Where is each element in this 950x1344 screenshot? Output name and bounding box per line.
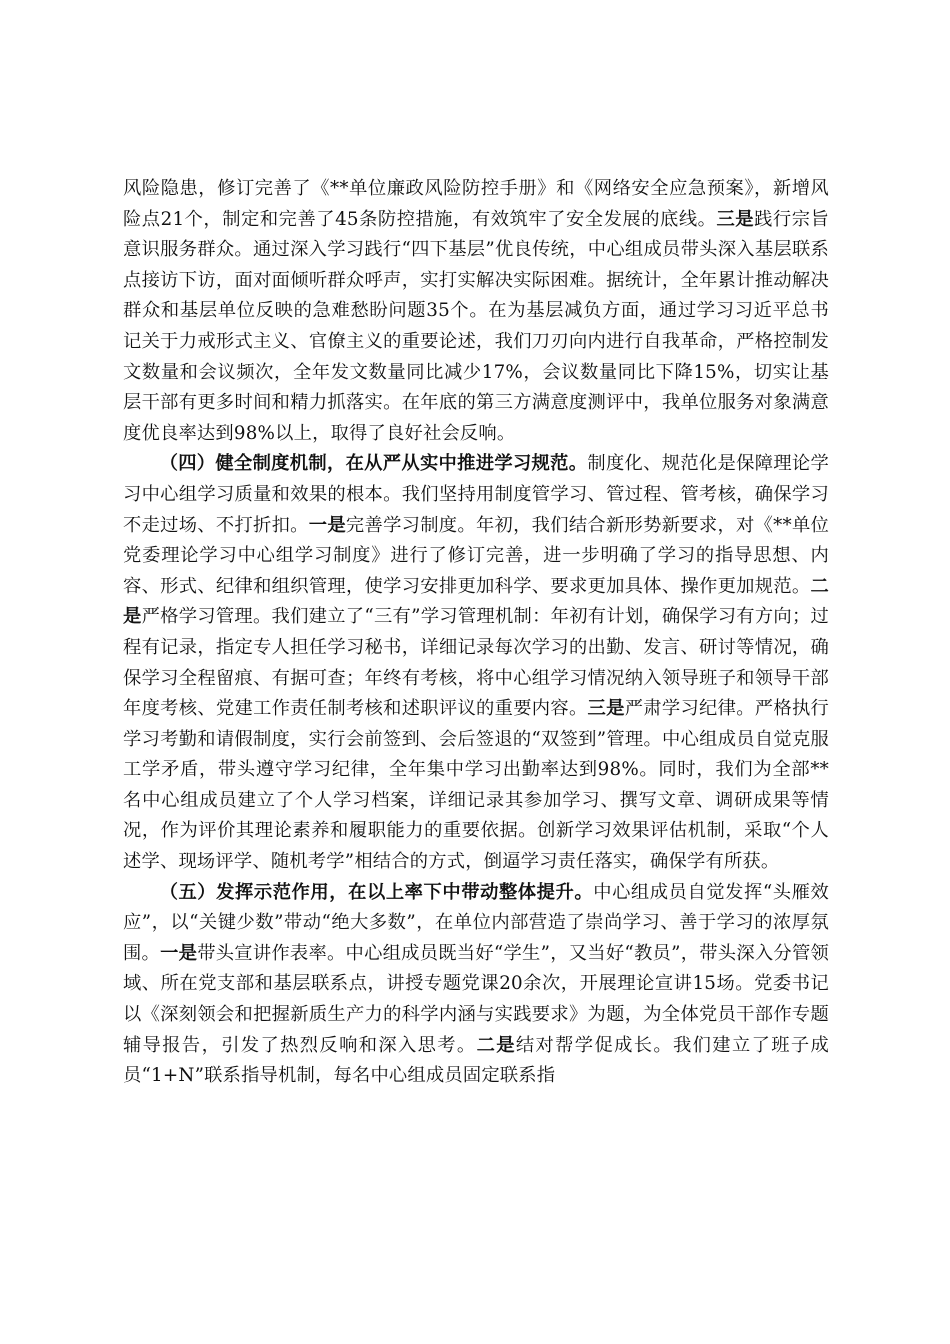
text-run: 带头宣讲作表率。中心组成员既当好“学生”，又当好“教员”，带头深入分管领域、所在党支部和基层联系点，讲授专题党课20余次，开展理论宣讲15场。党委书记以《深刻领会和把握新质生产力的科学内涵与实践要求》为题，为全体党员干部作专题辅导报告，引发了热烈反响和深入思考。 — [123, 942, 829, 1056]
text-run: 风险隐患，修订完善了《**单位廉政风险防控手册》和《网络安全应急预案》，新增风险点21个，制定和完善了45条防控措施，有效筑牢了安全发展的底线。 — [123, 178, 829, 230]
text-run: 完善学习制度。年初，我们结合新形势新要求，对《**单位党委理论学习中心组学习制度》进行了修订完善，进一步明确了学习的指导思想、内容、形式、纪律和组织管理，使学习安排更加科学、要求更加具体、操作更加规范。 — [123, 514, 829, 597]
paragraph-risk-and-service — [123, 174, 829, 449]
bold-marker-yi-shi: 一是 — [160, 942, 198, 964]
section-heading-four: （四）健全制度机制，在从严从实中推进学习规范。 — [159, 453, 588, 475]
text-run: 结对帮学促成长。我们建立了班子成员“1+N”联系指导机制，每名中心组成员固定联系指 — [123, 1034, 829, 1087]
paragraph-section-five — [123, 878, 829, 1092]
text-run: 中心组成员自觉发挥“头雁效应”，以“关键少数”带动“绝大多数”，在单位内部营造了崇尚学习、善于学习的浓厚氛围。 — [123, 881, 829, 964]
paragraph-section-four — [123, 449, 829, 877]
bold-marker-san-shi: 三是 — [587, 698, 625, 720]
bold-marker-san-shi: 三是 — [716, 208, 755, 230]
text-run: 制度化、规范化是保障理论学习中心组学习质量和效果的根本。我们坚持用制度管学习、管过程、管考核，确保学习不走过场、不打折扣。 — [123, 453, 829, 536]
bold-marker-er-shi: 二是 — [123, 575, 829, 628]
text-run: 严肃学习纪律。严格执行学习考勤和请假制度，实行会前签到、会后签退的“双签到”管理。中心组成员自觉克服工学矛盾，带头遵守学习纪律，全年集中学习出勤率达到98%。同时，我们为全部**名中心组成员建立了个人学习档案，详细记录其参加学习、撰写文章、调研成果等情况，作为评价其理论素养和履职能力的重要依据。创新学习效果评估机制，采取“个人述学、现场评学、随机考学”相结合的方式，倒逼学习责任落实，确保学有所获。 — [123, 698, 830, 873]
bold-marker-yi-shi: 一是 — [308, 514, 346, 536]
text-run: 践行宗旨意识服务群众。通过深入学习践行“四下基层”优良传统，中心组成员带头深入基层联系点接访下访，面对面倾听群众呼声，实打实解决实际困难。据统计，全年累计推动解决群众和基层单位反映的急难愁盼问题35个。在为基层减负方面，通过学习习近平总书记关于力戒形式主义、官僚主义的重要论述，我们刀刃向内进行自我革命，严格控制发文数量和会议频次，全年发文数量同比减少17%，会议数量同比下降15%，切实让基层干部有更多时间和精力抓落实。在年底的第三方满意度测评中，我单位服务对象满意度优良率达到98%以上，取得了良好社会反响。 — [123, 208, 829, 444]
document-body — [123, 174, 829, 1092]
text-run: 严格学习管理。我们建立了“三有”学习管理机制：年初有计划，确保学习有方向；过程有记录，指定专人担任学习秘书，详细记录每次学习的出勤、发言、研讨等情况，确保学习全程留痕、有据可查；年终有考核，将中心组学习情况纳入领导班子和领导干部年度考核、党建工作责任制考核和述职评议的重要内容。 — [123, 606, 830, 720]
bold-marker-er-shi: 二是 — [476, 1034, 516, 1056]
section-heading-five: （五）发挥示范作用，在以上率下中带动整体提升。 — [159, 881, 594, 903]
